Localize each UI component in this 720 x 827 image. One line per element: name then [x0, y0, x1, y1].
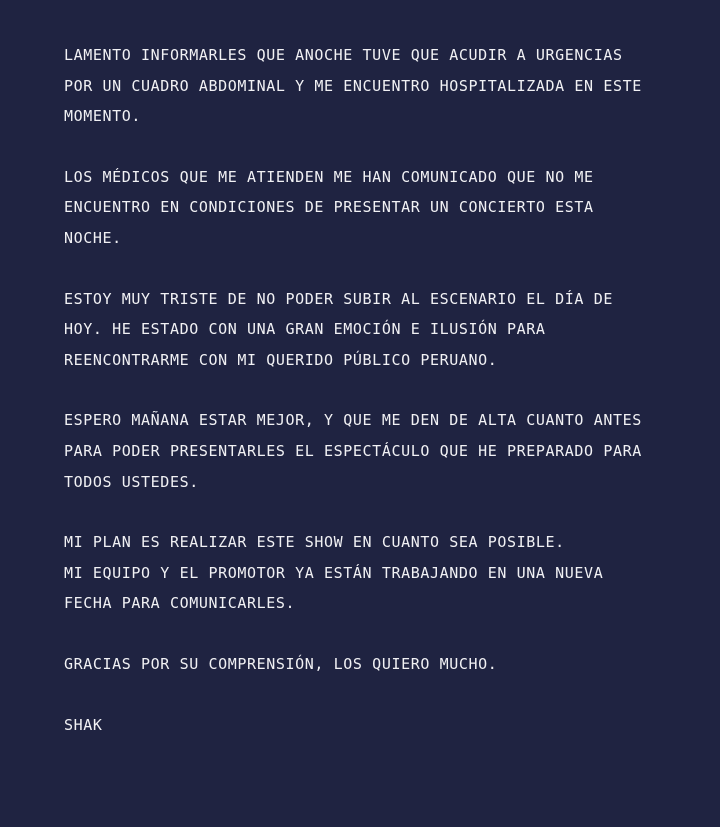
text-line: PARA PODER PRESENTARLES EL ESPECTÁCULO QUE HE PREPARADO PARA — [64, 441, 642, 460]
paragraph-thanks — [64, 649, 680, 680]
text-line: GRACIAS POR SU COMPRENSIÓN, LOS QUIERO MUCHO. — [64, 654, 498, 673]
paragraph-doctors-advice — [64, 162, 680, 254]
text-line: TODOS USTEDES. — [64, 472, 199, 491]
paragraph-hope — [64, 405, 680, 497]
signature-text: SHAK — [64, 715, 103, 734]
text-line: MOMENTO. — [64, 107, 142, 126]
text-line: LOS MÉDICOS QUE ME ATIENDEN ME HAN COMUNICADO QUE NO ME — [64, 167, 594, 186]
text-line: HOY. HE ESTADO CON UNA GRAN EMOCIÓN E ILUSIÓN PARA — [64, 320, 546, 339]
text-line: LAMENTO INFORMARLES QUE ANOCHE TUVE QUE ACUDIR A URGENCIAS — [64, 46, 623, 64]
signature — [64, 710, 680, 741]
text-line: ESPERO MAÑANA ESTAR MEJOR, Y QUE ME DEN DE ALTA CUANTO ANTES — [64, 411, 642, 430]
text-line: REENCONTRARME CON MI QUERIDO PÚBLICO PERUANO. — [64, 350, 498, 369]
text-line: ENCUENTRO EN CONDICIONES DE PRESENTAR UN CONCIERTO ESTA — [64, 198, 594, 217]
paragraph-plan — [64, 527, 680, 619]
text-line: POR UN CUADRO ABDOMINAL Y ME ENCUENTRO HOSPITALIZADA EN ESTE — [64, 76, 642, 95]
text-line: MI PLAN ES REALIZAR ESTE SHOW EN CUANTO SEA POSIBLE. — [64, 533, 565, 552]
text-line: ESTOY MUY TRISTE DE NO PODER SUBIR AL ESCENARIO EL DÍA DE — [64, 289, 613, 308]
paragraph-hospitalization — [64, 40, 680, 132]
text-line: MI EQUIPO Y EL PROMOTOR YA ESTÁN TRABAJANDO EN UNA NUEVA — [64, 563, 604, 582]
text-line: FECHA PARA COMUNICARLES. — [64, 594, 296, 613]
text-line: NOCHE. — [64, 228, 122, 247]
paragraph-sadness — [64, 284, 680, 376]
